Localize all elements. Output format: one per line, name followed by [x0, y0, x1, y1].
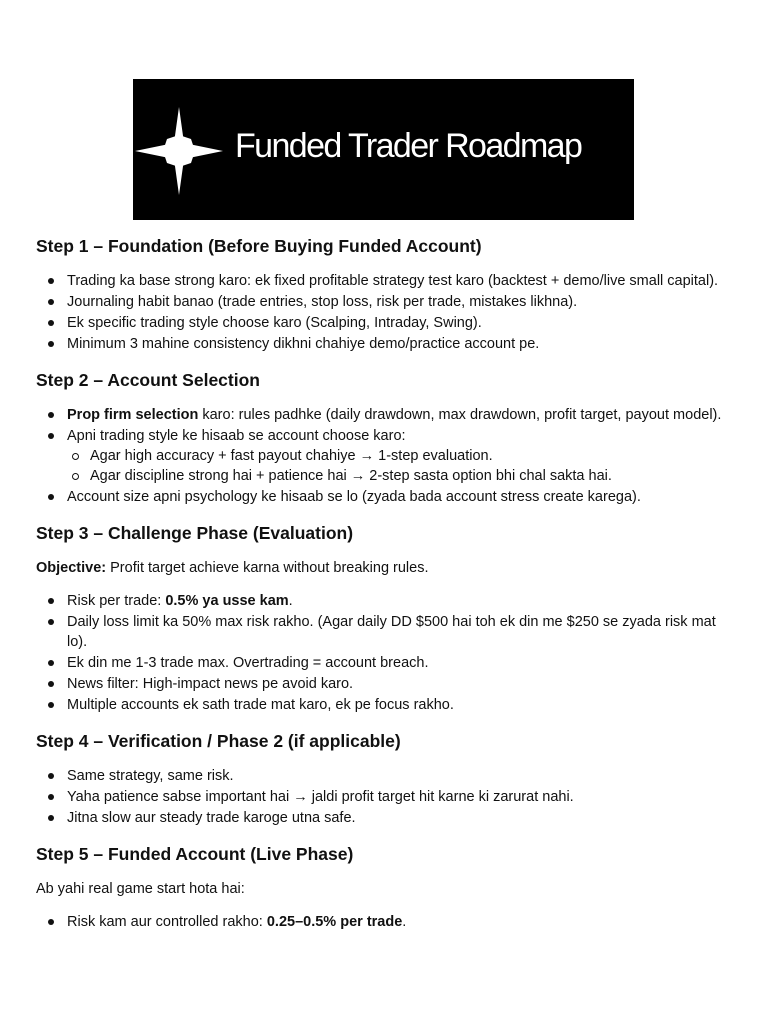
list-item — [36, 426, 736, 486]
list-item: Ek din me 1-3 trade max. Overtrading = account breach. — [36, 653, 736, 673]
document-body — [36, 234, 736, 933]
list-item-text: Risk per trade: — [67, 593, 166, 609]
list-item-text: . — [288, 593, 293, 609]
list-item: Same strategy, same risk. — [36, 766, 736, 786]
step1-heading: Step 1 – Foundation (Before Buying Funded Account) — [36, 236, 482, 256]
list-item: Account size apni psychology ke hisaab se lo (zyada bada account stress create karega). — [36, 487, 736, 507]
step5-list — [36, 912, 736, 932]
list-item — [36, 912, 736, 932]
step5-intro: Ab yahi real game start hota hai: — [36, 881, 245, 897]
list-item-text: . — [402, 914, 407, 930]
sparkle-star-icon — [135, 107, 223, 195]
bold-text: 0.5% ya usse kam — [165, 593, 289, 609]
list-item — [36, 405, 736, 425]
bold-text: Prop firm selection — [67, 407, 199, 423]
step4-list — [36, 766, 736, 828]
step5-heading: Step 5 – Funded Account (Live Phase) — [36, 844, 354, 864]
step2-heading: Step 2 – Account Selection — [36, 370, 260, 390]
page-title: Funded Trader Roadmap — [235, 127, 582, 165]
list-item: Minimum 3 mahine consistency dikhni chahiye demo/practice account pe. — [36, 334, 736, 354]
objective-text: Profit target achieve karna without breaking rules. — [106, 560, 429, 576]
list-item: Ek specific trading style choose karo (Scalping, Intraday, Swing). — [36, 313, 736, 333]
list-item: News filter: High-impact news pe avoid karo. — [36, 674, 736, 694]
list-item: Daily loss limit ka 50% max risk rakho. (Agar daily DD $500 hai toh ek din me $250 se zyada risk mat lo). — [36, 612, 736, 652]
step3-list — [36, 591, 736, 715]
list-item: Yaha patience sabse important hai → jaldi profit target hit karne ki zarurat nahi. — [36, 787, 736, 807]
step4-heading: Step 4 – Verification / Phase 2 (if applicable) — [36, 731, 401, 751]
list-item-text: Risk kam aur controlled rakho: — [67, 914, 267, 930]
objective-paragraph — [36, 558, 736, 578]
sub-list-item: Agar high accuracy + fast payout chahiye → 1-step evaluation. — [36, 446, 736, 466]
list-item-text: karo: rules padhke (daily drawdown, max drawdown, profit target, payout model). — [198, 407, 722, 423]
bold-text: 0.25–0.5% per trade — [266, 914, 403, 930]
list-item: Jitna slow aur steady trade karoge utna safe. — [36, 808, 736, 828]
step3-heading: Step 3 – Challenge Phase (Evaluation) — [36, 523, 354, 543]
title-banner — [133, 79, 634, 220]
step2-sublist — [36, 446, 736, 486]
list-item — [36, 591, 736, 611]
objective-label: Objective: — [36, 560, 107, 576]
step2-list — [36, 405, 736, 507]
sub-list-item: Agar discipline strong hai + patience hai → 2-step sasta option bhi chal sakta hai. — [36, 466, 736, 486]
list-item-text: Apni trading style ke hisaab se account choose karo: — [67, 428, 406, 444]
step1-list — [36, 271, 736, 354]
list-item: Multiple accounts ek sath trade mat karo, ek pe focus rakho. — [36, 695, 736, 715]
list-item: Journaling habit banao (trade entries, stop loss, risk per trade, mistakes likhna). — [36, 292, 736, 312]
list-item: Trading ka base strong karo: ek fixed profitable strategy test karo (backtest + demo/live small capital). — [36, 271, 736, 291]
